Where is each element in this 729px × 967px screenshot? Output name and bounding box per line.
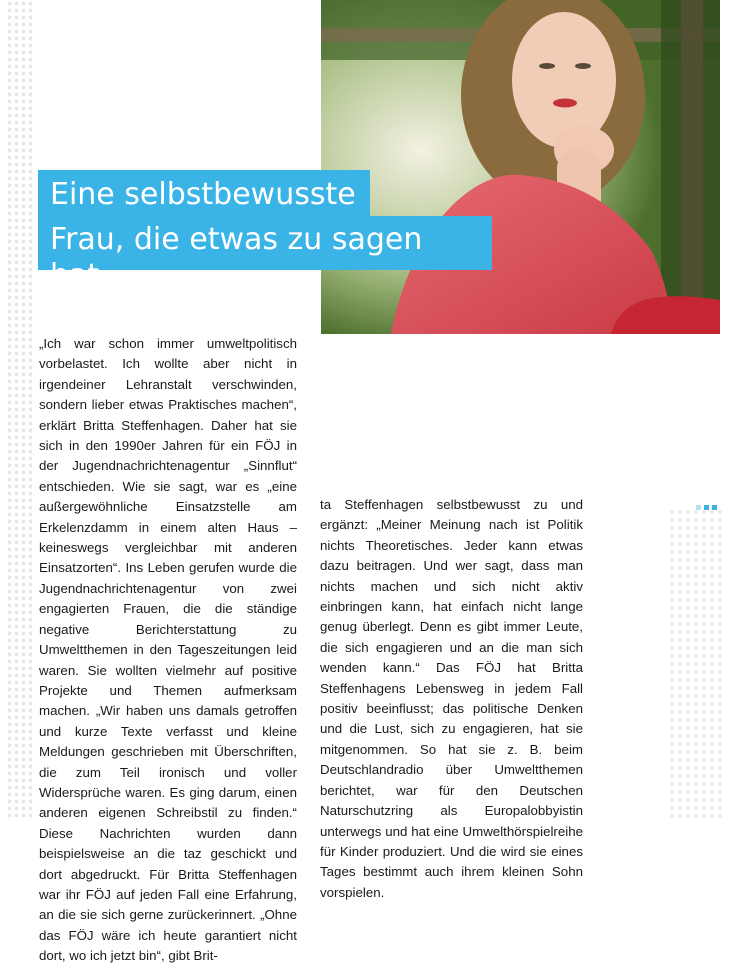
decorative-dot-pattern-left — [6, 0, 32, 821]
article-column-left — [39, 334, 297, 967]
accent-squares — [696, 505, 718, 510]
article-text-right: ta Steffenhagen selbstbewusst zu und ergänzt: „Meiner Meinung nach ist Politik nichts Theoretisches. Jeder kann etwas dazu beitragen. Und wer sagt, dass man nichts machen und sich nicht aktiv einbringen kann, hat einfach nicht lange genug überlegt. Denn es gibt immer Leute, die sich engagieren und an die man sich wenden kann.“ Das FÖJ hat Britta Steffenhagens Lebensweg in jedem Fall positiv beeinflusst; das politische Denken und die Lust, sich zu engagieren, hat sie mitgenommen. So hat sie z. B. beim Deutschlandradio über Umweltthemen berichtet, war für den Deutschen Naturschutzring als Europalobbyistin unterwegs und hat eine Umwelthörspielreihe für Kinder produziert. Und die wird sie eines Tages bestimmt auch ihrem kleinen Sohn vorspielen. — [320, 497, 583, 900]
article-column-right — [320, 495, 583, 903]
headline-line-1: Eine selbstbewusste — [38, 170, 370, 220]
portrait-photo — [321, 0, 720, 334]
headline-line-2: Frau, die etwas zu sagen hat — [38, 216, 492, 270]
decorative-dot-pattern-right — [668, 508, 724, 821]
article-text-left: „Ich war schon immer umweltpolitisch vorbelastet. Ich wollte aber nicht in irgendeiner Lehranstalt verschwinden, sondern lieber etwas Praktisches machen“, erklärt Britta Steffenhagen. Daher hat sie sich in den 1990er Jahren für ein FÖJ in der Jugendnachrichtenagentur „Sinnflut“ entschieden. Wie sie sagt, war es „eine außergewöhnliche Einsatzstelle am Erkelenzdamm in einem alten Haus – keineswegs vergleichbar mit anderen Einsatzorten“. Ins Leben gerufen wurde die Jugendnachrichtenagentur von zwei engagierten Frauen, die die ständige negative Berichterstattung zu Umweltthemen in den Tageszeitungen leid waren. Sie wollten vielmehr auf positive Projekte und Themen aufmerksam machen. „Wir haben uns damals getroffen und kurze Texte verfasst und kleine Meldungen geschrieben mit Überschriften, die zum Teil ironisch und voller Widersprüche waren. Es ging darum, einen anderen eigenen Schreibstil zu finden.“ Diese Nachrichten wurden dann beispielsweise an die taz geschickt und dort abgedruckt. Für Britta Steffenhagen war ihr FÖJ auf jeden Fall eine Erfahrung, an die sie sich gerne zurückerinnert. „Ohne das FÖJ wäre ich heute garantiert nicht dort, wo ich jetzt bin“, gibt Brit- — [39, 336, 297, 964]
